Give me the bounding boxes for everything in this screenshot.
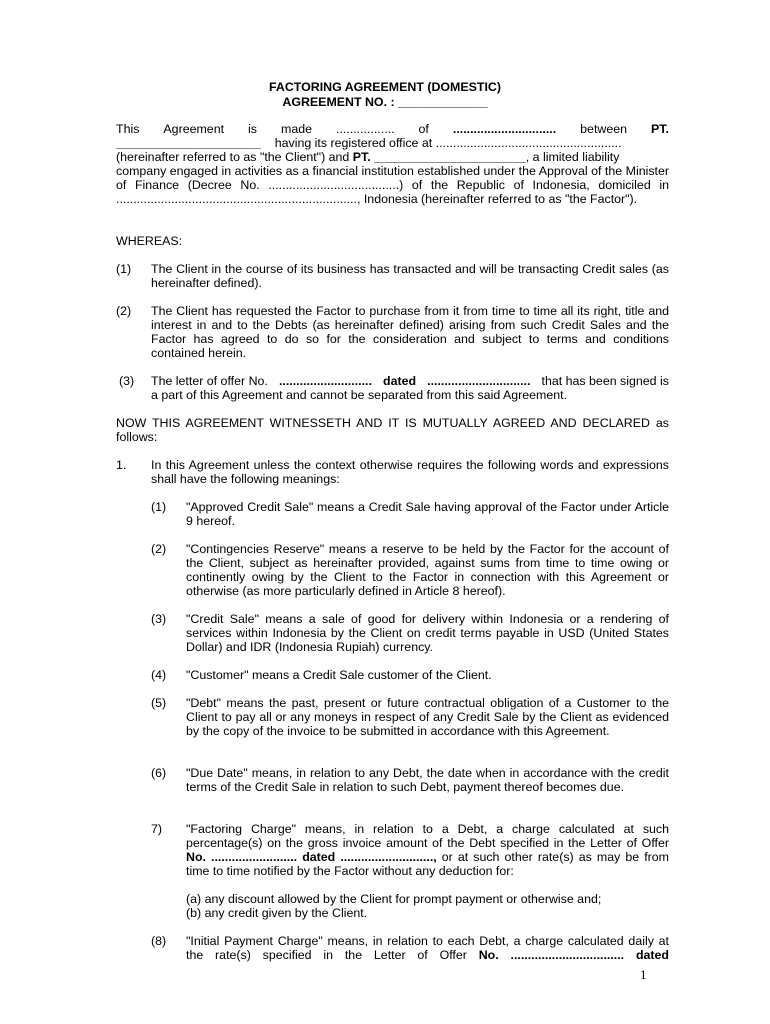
def-8-text: "Initial Payment Charge" means, in relation to each Debt, a charge calculated daily at the rate(s) specified in the Letter of Offer No. ................................. dated	[186, 934, 669, 962]
whereas-3-number: (3)	[119, 374, 135, 388]
def-5-number: (5)	[151, 696, 167, 710]
whereas-3-line-2: a part of this Agreement and cannot be separated from this said Agreement.	[151, 388, 568, 402]
def-3-number: (3)	[151, 612, 167, 626]
intro-rest: company engaged in activities as a financial institution established under the Approval of the Minister of Finance (Decree No. ......................................) of the Republic of Indonesia, domiciled in ......................................................................, Indonesia (hereinafter referred to as "the Factor").	[116, 164, 669, 206]
def-5-text: "Debt" means the past, present or future contractual obligation of a Customer to the Client to pay all or any moneys in respect of any Credit Sale by the Client as evidenced by the copy of the invoice to be submitted in accordance with this Agreement.	[186, 696, 669, 738]
def-6-number: (6)	[151, 766, 167, 780]
def-4-text: "Customer" means a Credit Sale customer of the Client.	[186, 668, 492, 682]
document-title: FACTORING AGREEMENT (DOMESTIC)	[269, 80, 501, 94]
def-2-text: "Contingencies Reserve" means a reserve to be held by the Factor for the account of the Client, subject as hereinafter provided, against sums from time to time owing or continently owing by the Client to the Factor in connection with this Agreement or otherwise (as more particularly defined in Article 8 hereof).	[186, 542, 669, 598]
def-7-number: 7)	[151, 822, 163, 836]
whereas-3-line-1: The letter of offer No. ........................... dated .............................. that has been signed is	[151, 374, 669, 388]
def-4-number: (4)	[151, 668, 167, 682]
def-1-text: "Approved Credit Sale" means a Credit Sale having approval of the Factor under Article 9 hereof.	[186, 500, 669, 528]
whereas-heading: WHEREAS:	[116, 234, 183, 248]
whereas-2-text: The Client has requested the Factor to purchase from it from time to time all its right, title and interest in and to the Debts (as hereinafter defined) arising from such Credit Sales and the Factor has agreed to do so for the consideration and subject to terms and conditions contained herein.	[151, 304, 669, 360]
whereas-2-number: (2)	[116, 304, 132, 318]
intro-line-1: This Agreement is made ................. of .............................. between PT.	[116, 122, 669, 136]
def-3-text: "Credit Sale" means a sale of good for delivery within Indonesia or a rendering of services within Indonesia by the Client on credit terms payable in USD (United States Dollar) and IDR (Indonesia Rupiah) currency.	[186, 612, 669, 654]
def-1-number: (1)	[151, 500, 167, 514]
def-7-sub-a: (a) any discount allowed by the Client for prompt payment or otherwise and;	[186, 892, 602, 906]
def-8-number: (8)	[151, 934, 167, 948]
def-7-text: "Factoring Charge" means, in relation to a Debt, a charge calculated at such percentage(s) on the gross invoice amount of the Debt specified in the Letter of Offer No. ......................... dated ..........................., or at such other rate(s) as may be from time to time notified by the Factor without any deduction for:	[186, 822, 669, 878]
witness-paragraph: NOW THIS AGREEMENT WITNESSETH AND IT IS MUTUALLY AGREED AND DECLARED as follows:	[116, 416, 669, 444]
clause-1-number: 1.	[116, 458, 127, 472]
page-number: 1	[640, 967, 647, 982]
def-2-number: (2)	[151, 542, 167, 556]
def-6-text: "Due Date" means, in relation to any Debt, the date when in accordance with the credit terms of the Credit Sale in relation to such Debt, payment thereof becomes due.	[186, 766, 669, 794]
intro-line-3: (hereinafter referred to as "the Client") and PT. ______________________, a limited liability	[116, 150, 620, 164]
agreement-number: AGREEMENT NO. : _____________	[282, 95, 488, 109]
clause-1-text: In this Agreement unless the context otherwise requires the following words and expressions shall have the following meanings:	[151, 458, 669, 486]
def-7-sub-b: (b) any credit given by the Client.	[186, 906, 368, 920]
whereas-1-number: (1)	[116, 262, 132, 276]
whereas-1-text: The Client in the course of its business has transacted and will be transacting Credit sales (as hereinafter defined).	[151, 262, 669, 290]
intro-line-2: _____________________ having its registered office at ......................................................	[116, 136, 622, 150]
